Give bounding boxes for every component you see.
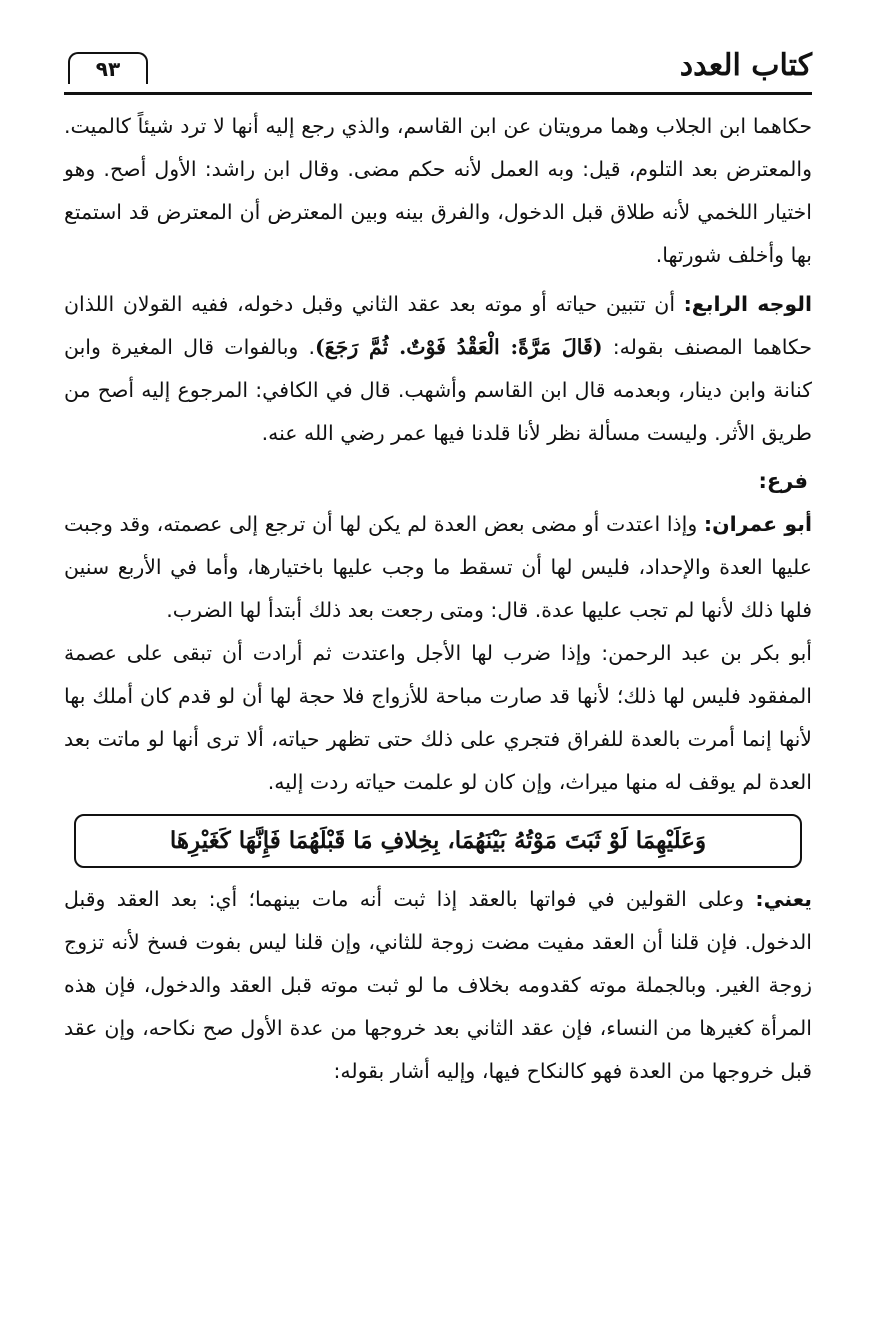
paragraph-2 xyxy=(64,283,812,455)
subheading: فرع: xyxy=(758,469,808,493)
book-title: كتاب العدد xyxy=(679,48,812,83)
page-number: ٩٣ xyxy=(68,52,148,84)
paragraph-3 xyxy=(64,503,812,632)
paragraph-2-quote: (قَالَ مَرَّةً: الْعَقْدُ فَوْتٌ. ثُمَّ رَجَعَ) xyxy=(315,335,603,359)
paragraph-5 xyxy=(64,878,812,1093)
paragraph-2-label: الوجه الرابع: xyxy=(683,292,812,316)
matn-box: وَعَلَيْهِمَا لَوْ ثَبَتَ مَوْتُهُ بَيْنَهُمَا، بِخِلافِ مَا قَبْلَهُمَا فَإِنَّهَا كَغَيْرِهَا xyxy=(74,814,802,868)
paragraph-3-text: وإذا اعتدت أو مضى بعض العدة لم يكن لها أن ترجع إلى عصمته، وقد وجبت عليها العدة والإحداد، فليس لها أن تسقط ما وجب عليها باختيارها، وأما في الأربع سنين فلها ذلك لأنها لم تجب عليها عدة. قال: ومتى رجعت بعد ذلك أبتدأ لها الضرب. xyxy=(64,512,812,622)
paragraph-1: حكاهما ابن الجلاب وهما مرويتان عن ابن القاسم، والذي رجع إليه أنها لا ترد شيئاً كالميت. والمعترض بعد التلوم، قيل: وبه العمل لأنه حكم مضى. وقال ابن راشد: الأول أصح. وهو اختيار اللخمي لأنه طلاق قبل الدخول، والفرق بينه وبين المعترض أن المعترض قد استمتع بها وأخلف شورتها. xyxy=(64,114,812,267)
paragraph-4: أبو بكر بن عبد الرحمن: وإذا ضرب لها الأجل واعتدت ثم أرادت أن تبقى على عصمة المفقود فليس لها ذلك؛ لأنها قد صارت مباحة للأزواج فلا حجة لها أن لو قدم كان أملك بها لأنها إنما أمرت بالعدة للفراق فتجري على ذلك حتى تظهر حياته، ألا ترى أنها لو ماتت بعد العدة لم يوقف له منها ميراث، وإن كان لو علمت حياته ردت إليه. xyxy=(64,641,812,794)
paragraph-3-label: أبو عمران: xyxy=(703,512,812,536)
paragraph-2-text-b: . وبالفوات قال المغيرة وابن كنانة وابن دينار، وبعدمه قال ابن القاسم وأشهب. قال في الكافي: المرجوع إليه أصح من طريق الأثر. وليست مسألة نظر لأنا قلدنا فيها عمر رضي الله عنه. xyxy=(64,335,812,445)
paragraph-5-label: يعني: xyxy=(755,887,812,911)
paragraph-2-text-a: أن تتبين حياته أو موته بعد عقد الثاني وقبل دخوله، ففيه القولان اللذان حكاهما المصنف بقوله: xyxy=(64,292,813,359)
paragraph-5-text: وعلى القولين في فواتها بالعقد إذا ثبت أنه مات بينهما؛ أي: بعد العقد وقبل الدخول. فإن قلنا أن العقد مفيت مضت زوجة للثاني، وإن قلنا ليس بفوت فسخ لأنه تزوج زوجة الغير. وبالجملة موته كقدومه بخلاف ما لو ثبت موته قبل العقد والدخول، فإن هذه المرأة كغيرها من النساء، فإن عقد الثاني بعد خروجها من عدة الأول صح نكاحه، وإن عقد قبل خروجها من العدة فهو كالنكاح فيها، وإليه أشار بقوله: xyxy=(64,887,812,1083)
page xyxy=(64,40,812,1093)
body-text xyxy=(64,105,812,1093)
page-header xyxy=(64,40,812,95)
